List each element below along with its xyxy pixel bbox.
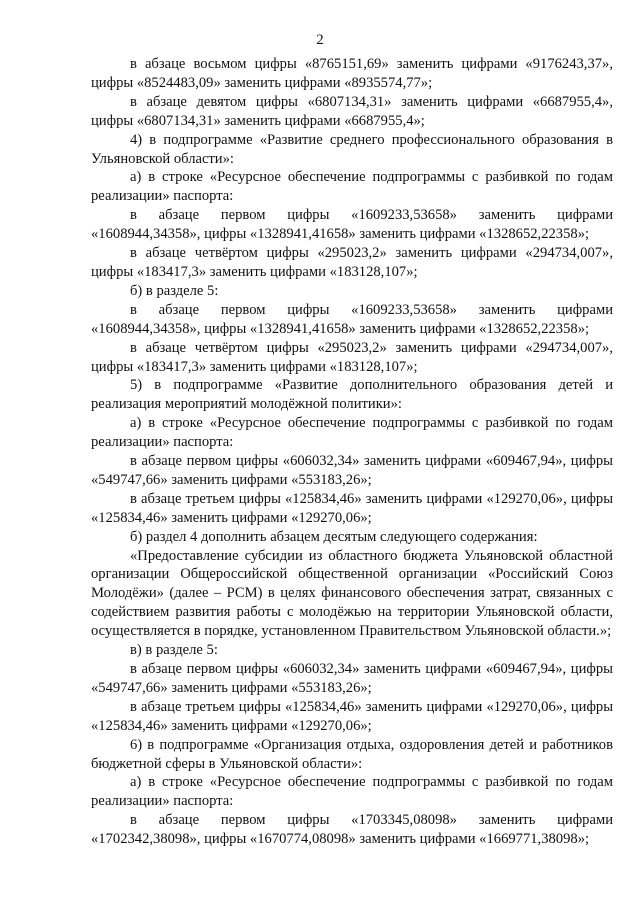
- paragraph: в абзаце первом цифры «606032,34» заменить цифрами «609467,94», цифры «549747,66» заменить цифрами «553183,26»;: [91, 453, 613, 488]
- paragraph: в абзаце первом цифры «1609233,53658» заменить цифрами «1608944,34358», цифры «1328941,41658» заменить цифрами «1328652,22358»;: [91, 301, 613, 337]
- document-body: [91, 55, 613, 849]
- paragraph: в абзаце девятом цифры «6807134,31» заменить цифрами «6687955,4», цифры «6807134,31» заменить цифрами «6687955,4»;: [91, 93, 613, 129]
- paragraph: в абзаце четвёртом цифры «295023,2» заменить цифрами «294734,007», цифры «183417,3» заменить цифрами «183128,107»;: [91, 245, 613, 280]
- paragraph: в абзаце третьем цифры «125834,46» заменить цифрами «129270,06», цифры «125834,46» заменить цифрами «129270,06»;: [91, 698, 613, 734]
- page-number: 2: [316, 32, 324, 48]
- paragraph: в абзаце третьем цифры «125834,46» заменить цифрами «129270,06», цифры «125834,46» заменить цифрами «129270,06»;: [91, 490, 613, 526]
- paragraph: б) в разделе 5:: [130, 282, 219, 299]
- paragraph: 5) в подпрограмме «Развитие дополнительного образования детей и реализация мероприятий молодёжной политики»:: [91, 377, 613, 413]
- paragraph: 6) в подпрограмме «Организация отдыха, оздоровления детей и работников бюджетной сферы в Ульяновской области»:: [91, 736, 613, 772]
- paragraph: в абзаце первом цифры «1609233,53658» заменить цифрами «1608944,34358», цифры «1328941,41658» заменить цифрами «1328652,22358»;: [91, 207, 613, 243]
- paragraph: в абзаце первом цифры «1703345,08098» заменить цифрами «1702342,38098», цифры «1670774,08098» заменить цифрами «1669771,38098»;: [91, 812, 613, 848]
- quoted-paragraph: «Предоставление субсидии из областного бюджета Ульяновской областной организации Общероссийской общественной организации «Российский Союз Молодёжи» (далее – РСМ) в целях финансового обеспечения затрат, связанных с содействием развития работы с молодёжью на территории Ульяновской области, осуществляется в порядке, установленном Правительством Ульяновской области.»;: [91, 547, 613, 640]
- paragraph: а) в строке «Ресурсное обеспечение подпрограммы с разбивкой по годам реализации» паспорта:: [91, 169, 613, 205]
- paragraph: в абзаце четвёртом цифры «295023,2» заменить цифрами «294734,007», цифры «183417,3» заменить цифрами «183128,107»;: [91, 339, 613, 375]
- paragraph: 4) в подпрограмме «Развитие среднего профессионального образования в Ульяновской области»:: [91, 131, 613, 167]
- paragraph: в абзаце восьмом цифры «8765151,69» заменить цифрами «9176243,37», цифры «8524483,09» заменить цифрами «8935574,77»;: [91, 56, 613, 91]
- paragraph: в абзаце первом цифры «606032,34» заменить цифрами «609467,94», цифры «549747,66» заменить цифрами «553183,26»;: [91, 661, 613, 696]
- paragraph: а) в строке «Ресурсное обеспечение подпрограммы с разбивкой по годам реализации» паспорта:: [91, 774, 613, 810]
- paragraph: б) раздел 4 дополнить абзацем десятым следующего содержания:: [130, 528, 538, 545]
- paragraph: в) в разделе 5:: [130, 642, 218, 659]
- paragraph: а) в строке «Ресурсное обеспечение подпрограммы с разбивкой по годам реализации» паспорта:: [91, 415, 613, 451]
